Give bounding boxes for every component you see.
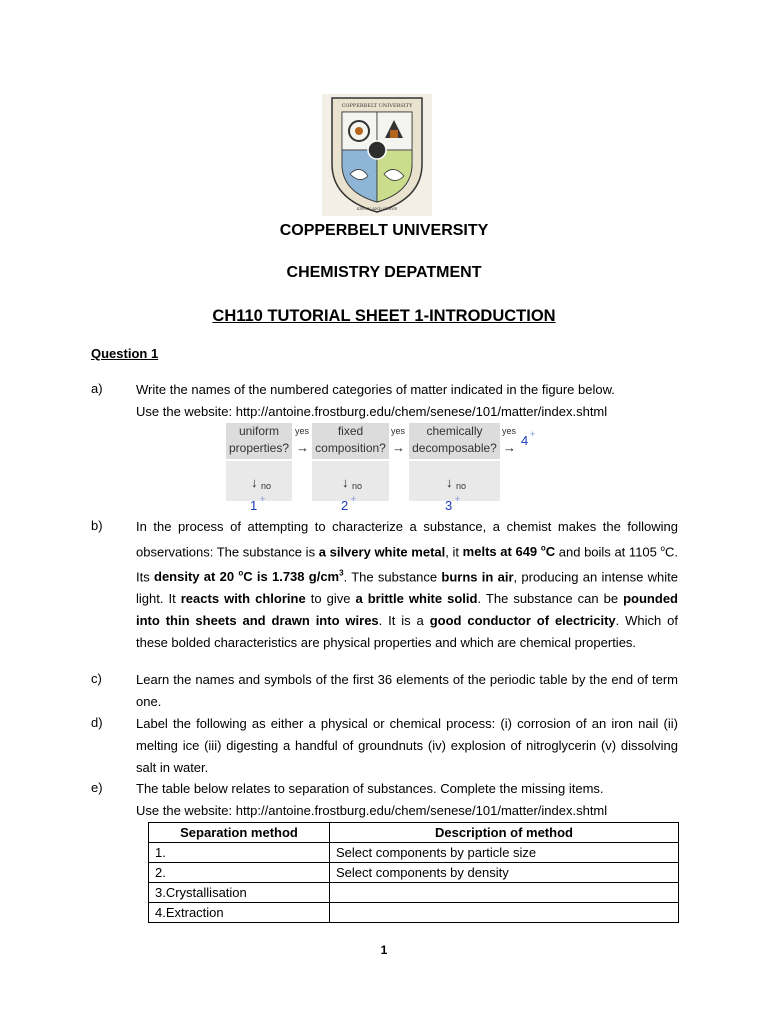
flow-yes-1: yes <box>295 426 310 436</box>
flow-box1-line2: properties? <box>228 441 290 455</box>
flow-no-1: no <box>261 481 272 491</box>
table-row <box>149 843 679 863</box>
table-cell-method: 2. <box>149 863 330 883</box>
text-d: Label the following as either a physical or chemical process: (i) corrosion of an iron nail (ii) melting ice (iii) digesting a handful of groundnuts (iv) explosion of nitroglycerin (v) dissolving salt in water. <box>136 716 678 775</box>
table-cell-description <box>330 883 679 903</box>
text-a-line1: Write the names of the numbered categories of matter indicated in the figure below. <box>136 382 615 397</box>
flow-box3-line2: decomposable? <box>412 441 497 455</box>
flow-box-fixed <box>312 423 389 459</box>
logo-text-top: COPPERBELT UNIVERSITY <box>341 103 413 109</box>
table-cell-method: 4.Extraction <box>149 903 330 923</box>
table-cell-method: 3.Crystallisation <box>149 883 330 903</box>
table-row <box>149 903 679 923</box>
table-header-method: Separation method <box>149 823 330 843</box>
flow-yes-3: yes <box>502 426 517 436</box>
separation-table <box>148 822 679 923</box>
flow-arrow-1: → <box>296 440 309 455</box>
text-e-line2: Use the website: http://antoine.frostburg.edu/chem/senese/101/matter/index.shtml <box>136 803 608 818</box>
university-logo <box>322 94 432 216</box>
table-header-description: Description of method <box>330 823 679 843</box>
flow-plus-1: + <box>260 494 266 504</box>
text-c: Learn the names and symbols of the first 36 elements of the periodic table by the end of term one. <box>136 672 678 709</box>
flow-box1-line1: uniform <box>238 424 279 438</box>
table-header-row <box>149 823 679 843</box>
flow-down-arrow-1: ↓ <box>251 475 258 490</box>
table-row <box>149 863 679 883</box>
flow-number-1: 1 <box>250 498 258 513</box>
table-cell-description <box>330 903 679 923</box>
flow-box2-line2: composition? <box>315 441 386 455</box>
sheet-title: CH110 TUTORIAL SHEET 1-INTRODUCTION <box>212 307 556 325</box>
flow-plus-2: + <box>351 494 357 504</box>
flow-down-arrow-3: ↓ <box>446 475 453 490</box>
logo-text-bottom: KNOW AND SERVE <box>356 206 398 211</box>
flow-number-4: 4 <box>521 433 529 448</box>
table-cell-description: Select components by particle size <box>330 843 679 863</box>
flow-plus-4: + <box>530 429 536 439</box>
table-row <box>149 883 679 903</box>
flow-plus-3: + <box>455 494 461 504</box>
flow-down-arrow-2: ↓ <box>342 475 349 490</box>
flow-box-uniform <box>226 423 292 459</box>
text-b: In the process of attempting to characterize a substance, a chemist makes the following observations: The substance is a silvery white metal, it melts at 649 $^o$C and boils at 1105 $^o$C. Its density at 20 $^o$C is 1.738 $g/cm^3$. The substance burns in air, producing an intense white light. It reacts with chlorine to give a brittle white solid. The substance can be pounded into thin sheets and drawn into wires. It is a good conductor of electricity. Which of these bolded characteristics are physical properties and which are chemical properties. <box>136 519 679 650</box>
flow-number-2: 2 <box>341 498 349 513</box>
table-cell-description: Select components by density <box>330 863 679 883</box>
label-b: b) <box>91 518 103 533</box>
text-e-line1: The table below relates to separation of substances. Complete the missing items. <box>136 781 604 796</box>
university-title: COPPERBELT UNIVERSITY <box>279 222 489 239</box>
flow-no-2: no <box>352 481 363 491</box>
flow-box-chemically <box>409 423 500 459</box>
flow-yes-2: yes <box>391 426 406 436</box>
page-number: 1 <box>380 943 388 957</box>
text-a-line2: Use the website: http://antoine.frostburg.edu/chem/senese/101/matter/index.shtml <box>136 404 608 419</box>
label-a: a) <box>91 381 103 396</box>
flow-no-3: no <box>456 481 467 491</box>
flow-arrow-2: → <box>392 440 405 455</box>
flow-arrow-3: → <box>503 440 516 455</box>
flow-number-3: 3 <box>445 498 453 513</box>
flow-box2-line1: fixed <box>337 424 364 438</box>
department-title: CHEMISTRY DEPATMENT <box>286 264 482 281</box>
flow-box3-line1: chemically <box>426 424 483 438</box>
flow-below-box1 <box>226 461 292 501</box>
question-title: Question 1 <box>91 346 159 361</box>
label-c: c) <box>91 671 102 686</box>
label-e: e) <box>91 780 103 795</box>
table-cell-method: 1. <box>149 843 330 863</box>
label-d: d) <box>91 715 103 730</box>
